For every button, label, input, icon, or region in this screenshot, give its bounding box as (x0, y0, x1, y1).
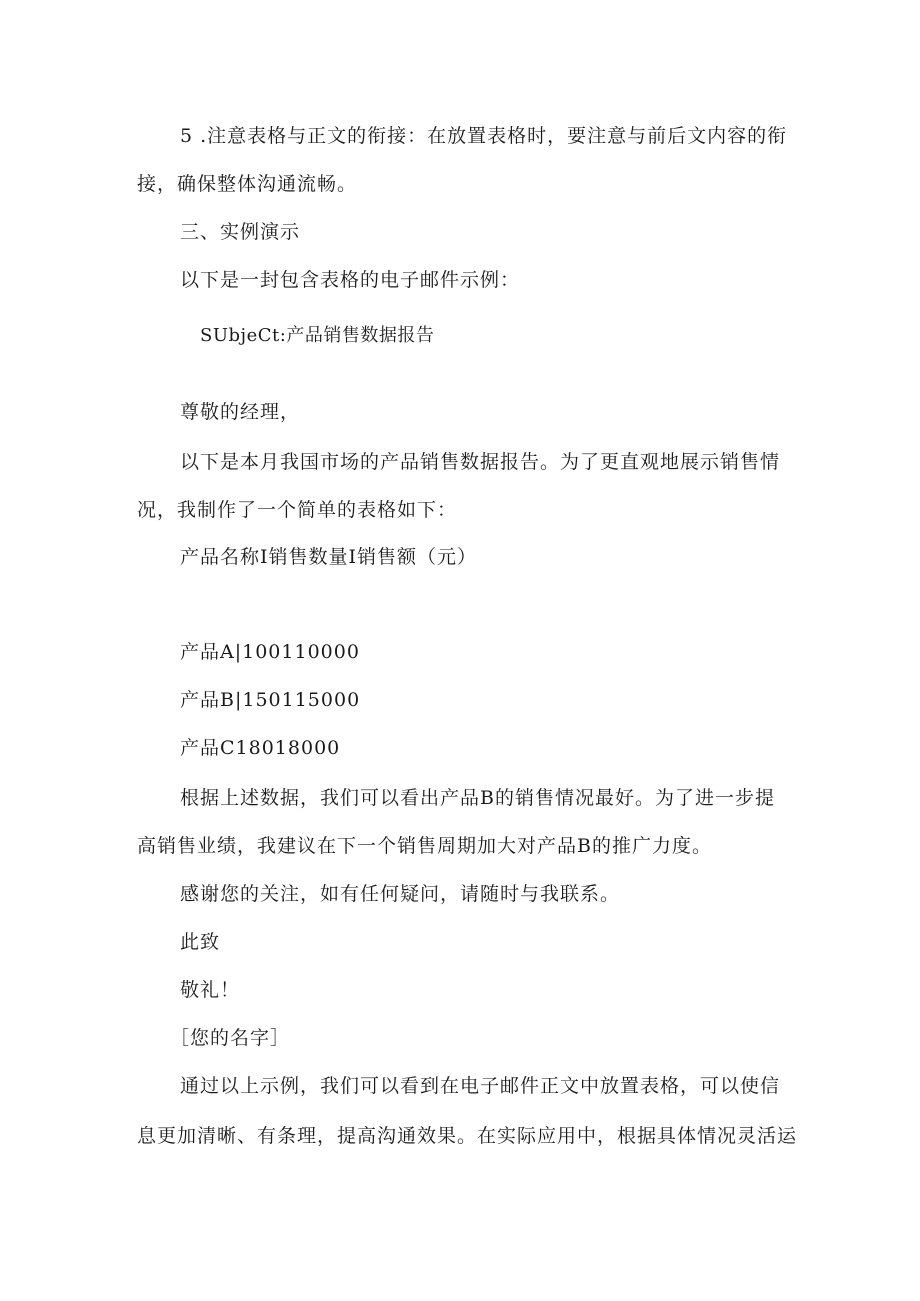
table-header-row: 产品名称I销售数量I销售额（元） (180, 546, 478, 568)
paragraph-line: 况，我制作了一个简单的表格如下： (137, 499, 458, 521)
paragraph-line: 感谢您的关注，如有任何疑问，请随时与我联系。 (180, 883, 621, 905)
table-row: 产品A|100110000 (180, 641, 360, 663)
table-row: 产品C18018000 (180, 737, 341, 759)
table-row: 产品B|150115000 (180, 689, 361, 711)
email-greeting: 尊敬的经理， (180, 401, 301, 423)
email-closing: 敬礼！ (180, 979, 241, 1001)
email-closing: 此致 (180, 931, 221, 953)
paragraph-line: 以下是本月我国市场的产品销售数据报告。为了更直观地展示销售情 (180, 451, 781, 473)
section-heading: 三、实例演示 (180, 221, 301, 243)
paragraph-line: 根据上述数据，我们可以看出产品B的销售情况最好。为了进一步提 (180, 787, 775, 809)
paragraph-line: 接，确保整体沟通流畅。 (137, 173, 358, 195)
paragraph-line: 以下是一封包含表格的电子邮件示例： (180, 269, 521, 291)
email-subject: SUbjeCt:产品销售数据报告 (200, 325, 435, 346)
paragraph-line: 高销售业绩，我建议在下一个销售周期加大对产品B的推广力度。 (137, 835, 712, 857)
paragraph-line: 5 .注意表格与正文的衔接：在放置表格时，要注意与前后文内容的衔 (180, 125, 788, 147)
paragraph-line: 息更加清晰、有条理，提高沟通效果。在实际应用中，根据具体情况灵活运 (137, 1125, 798, 1147)
paragraph-line: 通过以上示例，我们可以看到在电子邮件正文中放置表格，可以使信 (180, 1075, 781, 1097)
email-signature: ［您的名字］ (170, 1027, 291, 1049)
